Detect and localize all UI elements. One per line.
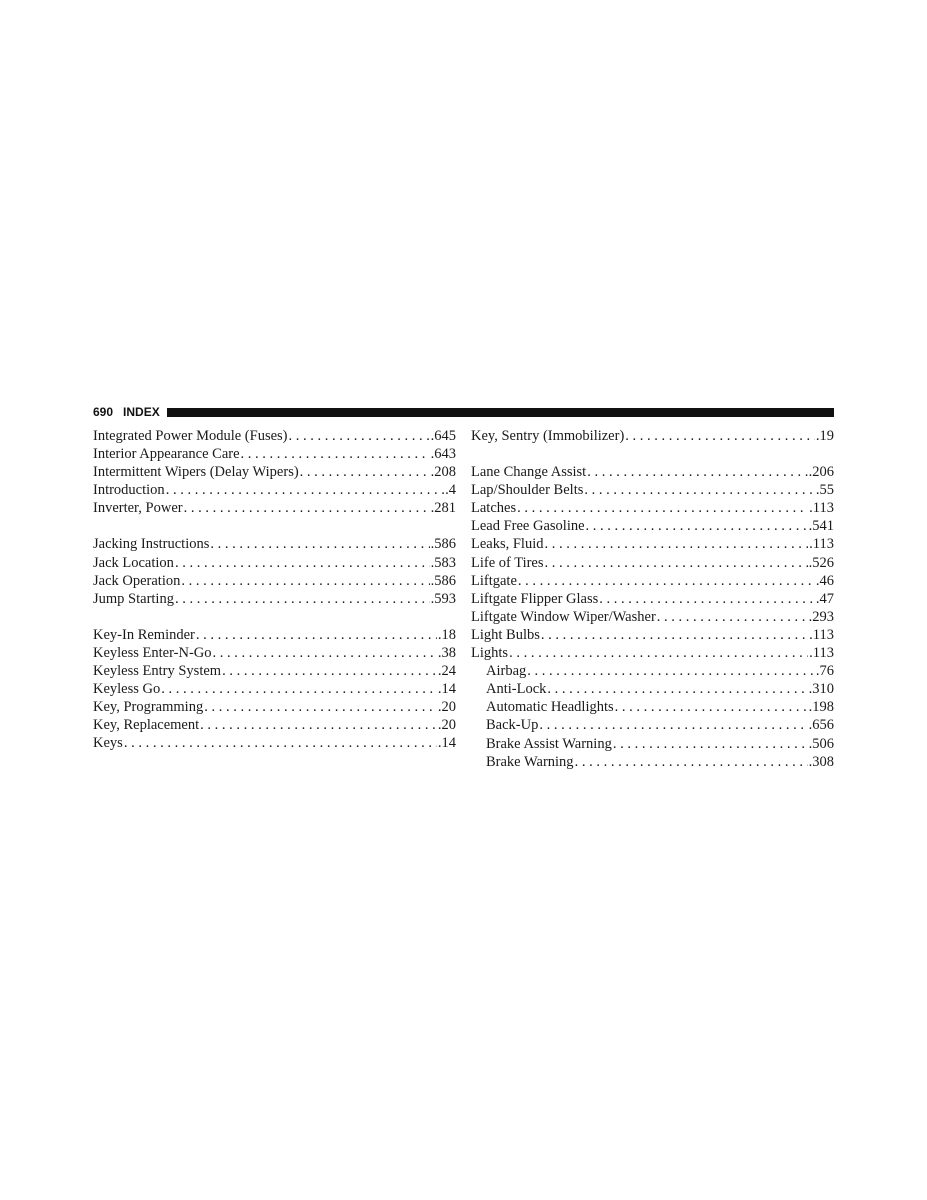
dot-leader: [204, 698, 437, 716]
entry-term: Liftgate: [471, 572, 517, 589]
entry-page-number: .293: [808, 608, 834, 625]
index-group: [471, 427, 834, 445]
dot-leader: [625, 427, 815, 445]
index-group: [93, 626, 456, 753]
entry-page-number: .206: [808, 464, 834, 481]
entry-page-number: .656: [808, 717, 834, 734]
index-entry: [93, 680, 456, 698]
entry-page-number: .586: [430, 536, 456, 553]
index-entry: [93, 572, 456, 590]
index-entry: [471, 608, 834, 626]
index-entry: [93, 499, 456, 517]
index-entry: [93, 644, 456, 662]
entry-page-number: .14: [437, 735, 456, 752]
entry-page-number: .18: [437, 626, 456, 643]
entry-page-number: .24: [437, 663, 456, 680]
index-group: [93, 535, 456, 607]
index-subentry: [471, 735, 834, 753]
dot-leader: [161, 680, 437, 698]
index-entry: [471, 499, 834, 517]
dot-leader: [518, 572, 815, 590]
dot-leader: [196, 626, 437, 644]
dot-leader: [575, 753, 808, 771]
entry-page-number: .526: [808, 554, 834, 571]
entry-term: Lead Free Gasoline: [471, 518, 585, 535]
index-entry: [471, 554, 834, 572]
index-entry: [471, 572, 834, 590]
index-group: [93, 427, 456, 517]
entry-page-number: .20: [437, 699, 456, 716]
dot-leader: [527, 662, 815, 680]
dot-leader: [509, 644, 808, 662]
index-column-left: [93, 427, 456, 753]
entry-page-number: .583: [430, 554, 456, 571]
entry-term: Key, Programming: [93, 699, 204, 716]
index-entry: [471, 535, 834, 553]
index-entry: [93, 554, 456, 572]
dot-leader: [300, 463, 430, 481]
dot-leader: [289, 427, 430, 445]
entry-page-number: .310: [808, 681, 834, 698]
dot-leader: [184, 499, 430, 517]
entry-page-number: .586: [430, 572, 456, 589]
entry-page-number: .506: [808, 735, 834, 752]
entry-term: Liftgate Flipper Glass: [471, 590, 599, 607]
entry-term: Light Bulbs: [471, 626, 540, 643]
entry-term: Lap/Shoulder Belts: [471, 482, 584, 499]
entry-page-number: .208: [430, 464, 456, 481]
entry-page-number: .198: [808, 699, 834, 716]
entry-page-number: .14: [437, 681, 456, 698]
entry-page-number: .645: [430, 428, 456, 444]
entry-term: Key-In Reminder: [93, 626, 195, 643]
section-title: INDEX: [123, 405, 160, 419]
dot-leader: [599, 590, 815, 608]
index-entry: [471, 590, 834, 608]
dot-leader: [615, 698, 808, 716]
dot-leader: [213, 644, 437, 662]
dot-leader: [175, 554, 430, 572]
dot-leader: [586, 517, 808, 535]
dot-leader: [181, 572, 429, 590]
entry-term: Keyless Entry System: [93, 663, 222, 680]
index-entry: [93, 463, 456, 481]
header-rule: [167, 408, 834, 417]
entry-page-number: .76: [815, 663, 834, 680]
entry-page-number: .308: [808, 753, 834, 770]
dot-leader: [657, 608, 808, 626]
entry-term: Jack Operation: [93, 572, 181, 589]
entry-page-number: .20: [437, 717, 456, 734]
dot-leader: [541, 626, 808, 644]
dot-leader: [517, 499, 808, 517]
entry-page-number: .113: [809, 645, 834, 662]
entry-page-number: .4: [445, 482, 456, 499]
page-header: [93, 404, 834, 420]
index-entry: [93, 662, 456, 680]
dot-leader: [584, 481, 815, 499]
entry-page-number: .46: [815, 572, 834, 589]
index-entry: [471, 517, 834, 535]
entry-page-number: .113: [809, 536, 834, 553]
dot-leader: [545, 554, 808, 572]
entry-term: Jump Starting: [93, 590, 174, 607]
entry-page-number: .38: [437, 644, 456, 661]
dot-leader: [166, 481, 444, 499]
entry-page-number: .55: [815, 482, 834, 499]
index-entry: [93, 427, 456, 445]
page-number: 690: [93, 405, 114, 419]
entry-term: Keyless Go: [93, 681, 161, 698]
entry-term: Brake Warning: [486, 753, 574, 770]
entry-term: Interior Appearance Care: [93, 446, 240, 463]
dot-leader: [210, 535, 429, 553]
dot-leader: [200, 716, 437, 734]
index-column-right: [471, 427, 834, 771]
entry-term: Introduction: [93, 482, 165, 499]
entry-page-number: .113: [809, 626, 834, 643]
entry-term: Inverter, Power: [93, 500, 183, 517]
entry-term: Airbag: [486, 663, 527, 680]
index-subentry: [471, 698, 834, 716]
entry-term: Integrated Power Module (Fuses): [93, 428, 288, 444]
index-entry: [93, 626, 456, 644]
dot-leader: [222, 662, 437, 680]
entry-term: Keyless Enter-N-Go: [93, 644, 212, 661]
entry-term: Keys: [93, 735, 123, 752]
entry-term: Lane Change Assist: [471, 464, 587, 481]
entry-term: Lights: [471, 645, 509, 662]
entry-page-number: .281: [430, 500, 456, 517]
dot-leader: [539, 716, 807, 734]
entry-term: Life of Tires: [471, 554, 544, 571]
entry-page-number: .593: [430, 590, 456, 607]
entry-term: Brake Assist Warning: [486, 735, 612, 752]
entry-term: Latches: [471, 500, 517, 517]
index-subentry: [471, 680, 834, 698]
dot-leader: [241, 445, 430, 463]
entry-term: Intermittent Wipers (Delay Wipers): [93, 464, 299, 481]
index-entry: [93, 445, 456, 463]
entry-term: Key, Sentry (Immobilizer): [471, 428, 625, 444]
entry-term: Automatic Headlights: [486, 699, 614, 716]
entry-term: Jacking Instructions: [93, 536, 210, 553]
index-entry: [93, 535, 456, 553]
index-subentry: [471, 753, 834, 771]
index-entry: [93, 481, 456, 499]
index-subentry: [471, 662, 834, 680]
entry-page-number: .19: [815, 428, 834, 444]
index-entry: [93, 698, 456, 716]
entry-term: Leaks, Fluid: [471, 536, 544, 553]
dot-leader: [175, 590, 430, 608]
index-entry: [471, 463, 834, 481]
index-entry: [471, 644, 834, 662]
entry-page-number: .643: [430, 446, 456, 463]
entry-page-number: .113: [809, 500, 834, 517]
entry-term: Back-Up: [486, 717, 539, 734]
entry-term: Liftgate Window Wiper/Washer: [471, 608, 656, 625]
index-entry: [471, 626, 834, 644]
entry-term: Jack Location: [93, 554, 174, 571]
dot-leader: [547, 680, 807, 698]
index-subentry: [471, 716, 834, 734]
index-entry: [93, 716, 456, 734]
dot-leader: [545, 535, 809, 553]
index-entry: [93, 734, 456, 752]
index-entry: [471, 427, 834, 445]
entry-page-number: .47: [815, 590, 834, 607]
dot-leader: [613, 735, 808, 753]
dot-leader: [124, 734, 437, 752]
entry-page-number: .541: [808, 518, 834, 535]
index-entry: [471, 481, 834, 499]
entry-term: Key, Replacement: [93, 717, 200, 734]
index-group: [471, 463, 834, 771]
entry-term: Anti-Lock: [486, 681, 547, 698]
index-entry: [93, 590, 456, 608]
dot-leader: [587, 463, 807, 481]
